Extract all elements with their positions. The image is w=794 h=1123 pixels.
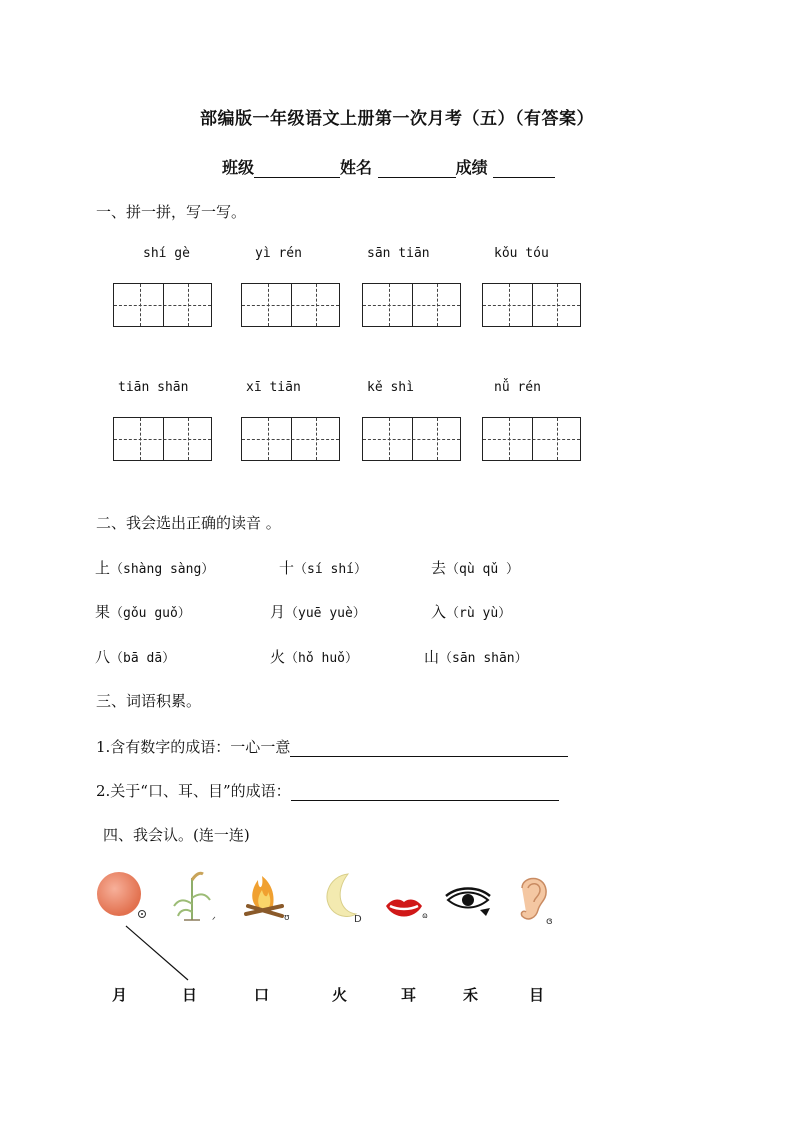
choice-options: （shàng sàng） — [110, 562, 215, 577]
choice-char: 十 — [279, 559, 295, 577]
match-line — [120, 920, 196, 984]
choice-options: （yuē yuè） — [285, 606, 366, 621]
choice-char: 去 — [431, 559, 447, 577]
score-blank[interactable] — [493, 161, 555, 178]
writing-grid[interactable] — [241, 283, 340, 327]
writing-grid[interactable] — [113, 283, 212, 327]
choice-options: （gǒu guǒ） — [110, 606, 191, 621]
svg-text:ᐟ: ᐟ — [212, 916, 216, 926]
name-label: 姓名 — [340, 158, 373, 177]
svg-text:ɷ: ɷ — [422, 911, 428, 920]
reading-choice[interactable] — [95, 601, 191, 622]
match-char[interactable]: 禾 — [463, 986, 479, 1004]
fire-picture — [238, 866, 296, 924]
writing-grid[interactable] — [113, 417, 212, 461]
writing-grid[interactable] — [241, 417, 340, 461]
choice-options: （sí shí） — [294, 562, 367, 577]
choice-options: （hǒ huǒ） — [285, 651, 358, 666]
match-char[interactable]: 耳 — [401, 986, 417, 1004]
match-char[interactable]: 口 — [254, 986, 270, 1004]
moon-picture — [314, 870, 370, 924]
reading-choice[interactable] — [270, 601, 366, 622]
idiom-answer-blank-1[interactable] — [290, 741, 568, 757]
svg-text:ʊ: ʊ — [284, 913, 290, 923]
pinyin-label: sān tiān — [367, 246, 430, 261]
section4-heading: 四、我会认。(连一连) — [103, 826, 250, 844]
choice-char: 火 — [270, 648, 286, 666]
pinyin-label: tiān shān — [118, 380, 189, 395]
mouth-picture — [384, 894, 430, 924]
svg-text:D: D — [354, 914, 362, 924]
reading-choice[interactable] — [424, 646, 528, 667]
svg-text:ɞ: ɞ — [546, 916, 553, 926]
reading-choice[interactable] — [95, 646, 175, 667]
ear-picture — [512, 872, 558, 926]
writing-grid[interactable] — [362, 417, 461, 461]
choice-options: （rù yù） — [446, 606, 512, 621]
pinyin-label: yì rén — [255, 246, 302, 261]
writing-grid[interactable] — [482, 417, 581, 461]
choice-char: 山 — [424, 648, 440, 666]
reading-choice[interactable] — [279, 557, 367, 578]
section3-heading: 三、词语积累。 — [96, 692, 202, 710]
reading-choice[interactable] — [270, 646, 358, 667]
choice-char: 入 — [431, 603, 447, 621]
match-char[interactable]: 火 — [332, 986, 348, 1004]
writing-grid[interactable] — [362, 283, 461, 327]
match-char[interactable]: 日 — [182, 986, 198, 1004]
pinyin-label: nǚ rén — [494, 380, 541, 395]
choice-char: 月 — [270, 603, 286, 621]
sun-picture — [96, 870, 154, 922]
choice-char: 果 — [95, 603, 111, 621]
idiom-question-1 — [96, 736, 568, 757]
section1-heading: 一、拼一拼，写一写。 — [96, 203, 247, 221]
class-blank[interactable] — [254, 161, 340, 178]
idiom-question-2 — [96, 780, 559, 801]
choice-options: （sān shān） — [439, 651, 528, 666]
writing-grid[interactable] — [482, 283, 581, 327]
choice-options: （bā dā） — [110, 651, 176, 666]
reading-choice[interactable] — [431, 557, 519, 578]
score-label: 成绩 — [455, 158, 488, 177]
pinyin-label: shí gè — [143, 246, 190, 261]
page-title: 部编版一年级语文上册第一次月考（五）（有答案） — [200, 109, 594, 129]
idiom-answer-blank-2[interactable] — [291, 785, 559, 801]
pinyin-label: xī tiān — [246, 380, 301, 395]
pinyin-label: kě shì — [367, 380, 414, 395]
class-label: 班级 — [222, 158, 255, 177]
match-char[interactable]: 目 — [529, 986, 545, 1004]
idiom-question-2-text: 2.关于“口、耳、目”的成语： — [96, 782, 291, 800]
reading-choice[interactable] — [431, 601, 511, 622]
section2-heading: 二、我会选出正确的读音 。 — [96, 514, 281, 532]
name-blank[interactable] — [378, 161, 456, 178]
reading-choice[interactable] — [95, 557, 214, 578]
pinyin-label: kǒu tóu — [494, 246, 549, 261]
choice-char: 八 — [95, 648, 111, 666]
match-char[interactable]: 月 — [112, 986, 128, 1004]
rice-plant-picture — [170, 868, 222, 926]
choice-char: 上 — [95, 559, 111, 577]
info-line — [222, 155, 555, 178]
eye-picture — [444, 886, 498, 922]
idiom-question-1-text: 1.含有数字的成语：一心一意 — [96, 738, 291, 756]
choice-options: （qù qǔ ） — [446, 562, 519, 577]
